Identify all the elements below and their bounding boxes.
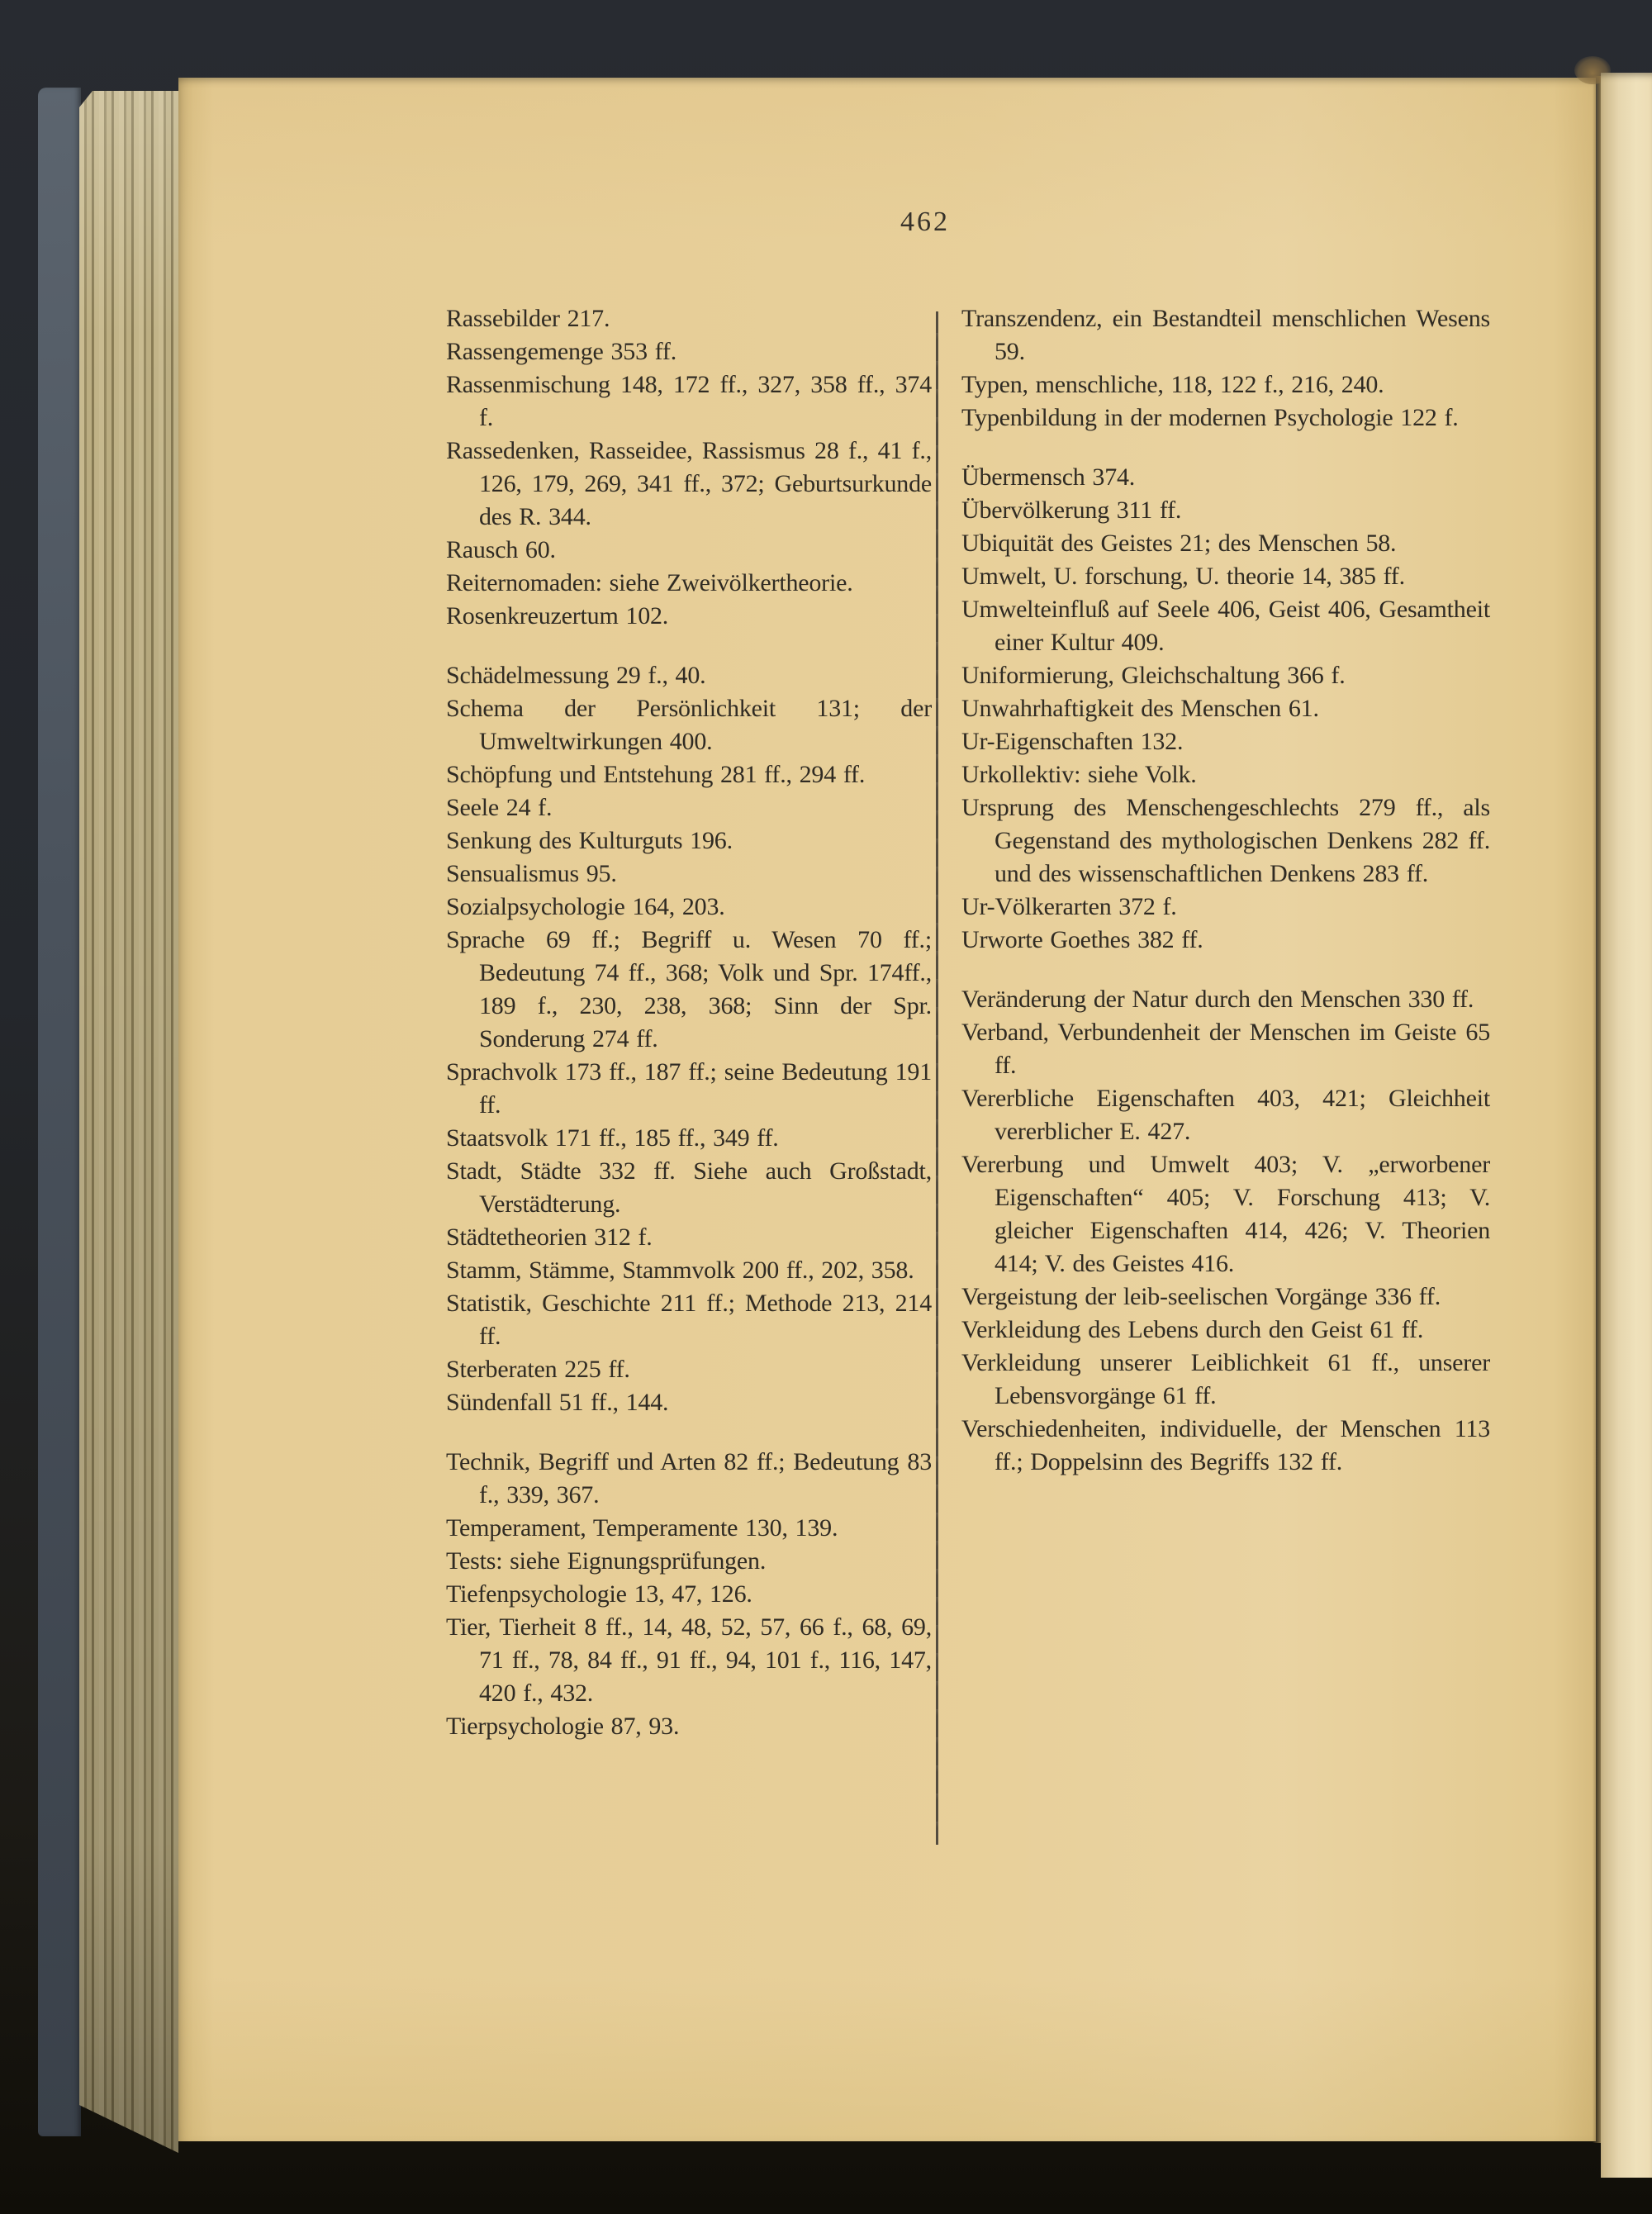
index-entry: Sterberaten 225 ff. xyxy=(446,1356,630,1383)
index-entry: Rausch 60. xyxy=(446,536,556,563)
index-entry: Ubiquität des Geistes 21; des Menschen 58. xyxy=(961,530,1397,557)
index-entry: Sozialpsychologie 164, 203. xyxy=(446,893,725,920)
index-entry: Uniformierung, Gleichschaltung 366 f. xyxy=(961,662,1346,689)
column-divider xyxy=(936,311,938,1845)
index-entry: Tiefenpsychologie 13, 47, 126. xyxy=(446,1580,752,1608)
index-entry: Vererbliche Eigenschaften 403, 421; Gleichheit vererblicher E. 427. xyxy=(961,1085,1490,1145)
page-number: 462 xyxy=(900,207,950,237)
book-cover-edge xyxy=(38,88,81,2136)
index-entry: Sprachvolk 173 ff., 187 ff.; seine Bedeutung 191 ff. xyxy=(446,1058,932,1119)
index-entry: Umwelteinfluß auf Seele 406, Geist 406, Gesamtheit einer Kultur 409. xyxy=(961,596,1490,656)
index-entry: Senkung des Kulturguts 196. xyxy=(446,827,733,854)
index-entry: Vererbung und Umwelt 403; V. „erworbener Eigenschaften“ 405; V. Forschung 413; V. gleicher Eigenschaften 414, 426; V. Theorien 414; V. des Geistes 416. xyxy=(961,1151,1490,1277)
column-gap xyxy=(446,633,932,659)
index-entry: Urkollektiv: siehe Volk. xyxy=(961,761,1197,788)
index-entry: Unwahrhaftigkeit des Menschen 61. xyxy=(961,695,1319,722)
index-entry: Typen, menschliche, 118, 122 f., 216, 240. xyxy=(961,371,1384,398)
index-entry: Reiternomaden: siehe Zweivölkertheorie. xyxy=(446,569,853,596)
index-entry: Übermensch 374. xyxy=(961,463,1136,491)
index-entry: Urworte Goethes 382 ff. xyxy=(961,926,1203,953)
index-entry: Sensualismus 95. xyxy=(446,860,617,887)
column-gap xyxy=(446,1419,932,1446)
index-column-right xyxy=(961,302,1490,1479)
index-entry: Verband, Verbundenheit der Menschen im Geiste 65 ff. xyxy=(961,1019,1490,1079)
index-entry: Ur-Völkerarten 372 f. xyxy=(961,893,1177,920)
index-entry: Typenbildung in der modernen Psychologie 122 f. xyxy=(961,404,1459,431)
index-entry: Rassenmischung 148, 172 ff., 327, 358 ff., 374 f. xyxy=(446,371,932,431)
index-entry: Übervölkerung 311 ff. xyxy=(961,496,1182,524)
index-entry: Schema der Persönlichkeit 131; der Umweltwirkungen 400. xyxy=(446,695,932,755)
index-entry: Verkleidung des Lebens durch den Geist 61 ff. xyxy=(961,1316,1424,1343)
index-entry: Rassebilder 217. xyxy=(446,305,610,332)
index-entry: Stadt, Städte 332 ff. Siehe auch Großstadt, Verstädterung. xyxy=(446,1157,932,1218)
index-entry: Statistik, Geschichte 211 ff.; Methode 213, 214 ff. xyxy=(446,1290,932,1350)
index-entry: Verschiedenheiten, individuelle, der Menschen 113 ff.; Doppelsinn des Begriffs 132 ff. xyxy=(961,1415,1490,1475)
index-entry: Umwelt, U. forschung, U. theorie 14, 385 ff. xyxy=(961,563,1405,590)
index-entry: Schädelmessung 29 f., 40. xyxy=(446,662,706,689)
index-entry: Ur-Eigenschaften 132. xyxy=(961,728,1184,755)
index-entry: Staatsvolk 171 ff., 185 ff., 349 ff. xyxy=(446,1124,779,1152)
index-entry: Tests: siehe Eignungsprüfungen. xyxy=(446,1547,767,1575)
index-entry: Rassedenken, Rasseidee, Rassismus 28 f., 41 f., 126, 179, 269, 341 ff., 372; Geburtsurkunde des R. 344. xyxy=(446,437,932,530)
index-entry: Seele 24 f. xyxy=(446,794,553,821)
index-entry: Rassengemenge 353 ff. xyxy=(446,338,677,365)
gutter-crease xyxy=(1593,76,1601,2143)
index-entry: Temperament, Temperamente 130, 139. xyxy=(446,1514,838,1542)
column-gap xyxy=(961,957,1490,983)
index-entry: Sündenfall 51 ff., 144. xyxy=(446,1389,669,1416)
index-column-left xyxy=(446,302,932,1743)
index-entry: Sprache 69 ff.; Begriff u. Wesen 70 ff.; Bedeutung 74 ff., 368; Volk und Spr. 174ff., 189 f., 230, 238, 368; Sinn der Spr. Sonderung 274 ff. xyxy=(446,926,932,1052)
index-entry: Verkleidung unserer Leiblichkeit 61 ff., unserer Lebensvorgänge 61 ff. xyxy=(961,1349,1490,1409)
index-entry: Veränderung der Natur durch den Menschen 330 ff. xyxy=(961,986,1474,1013)
index-entry: Schöpfung und Entstehung 281 ff., 294 ff. xyxy=(446,761,866,788)
column-gap xyxy=(961,435,1490,461)
index-entry: Transzendenz, ein Bestandteil menschlichen Wesens 59. xyxy=(961,305,1490,365)
index-entry: Tier, Tierheit 8 ff., 14, 48, 52, 57, 66 f., 68, 69, 71 ff., 78, 84 ff., 91 ff., 94, 101 f., 116, 147, 420 f., 432. xyxy=(446,1613,932,1707)
index-entry: Ursprung des Menschengeschlechts 279 ff., als Gegenstand des mythologischen Denkens 282 ff. und des wissenschaftlichen Denkens 283 ff. xyxy=(961,794,1490,887)
facing-page-edge xyxy=(1601,73,1652,2178)
index-entry: Tierpsychologie 87, 93. xyxy=(446,1713,680,1740)
page-stack-edge xyxy=(79,91,178,2153)
index-entry: Stamm, Stämme, Stammvolk 200 ff., 202, 358. xyxy=(446,1257,914,1284)
index-entry: Technik, Begriff und Arten 82 ff.; Bedeutung 83 f., 339, 367. xyxy=(446,1448,932,1508)
index-entry: Rosenkreuzertum 102. xyxy=(446,602,669,630)
index-entry: Vergeistung der leib-seelischen Vorgänge 336 ff. xyxy=(961,1283,1441,1310)
index-entry: Städtetheorien 312 f. xyxy=(446,1223,653,1251)
